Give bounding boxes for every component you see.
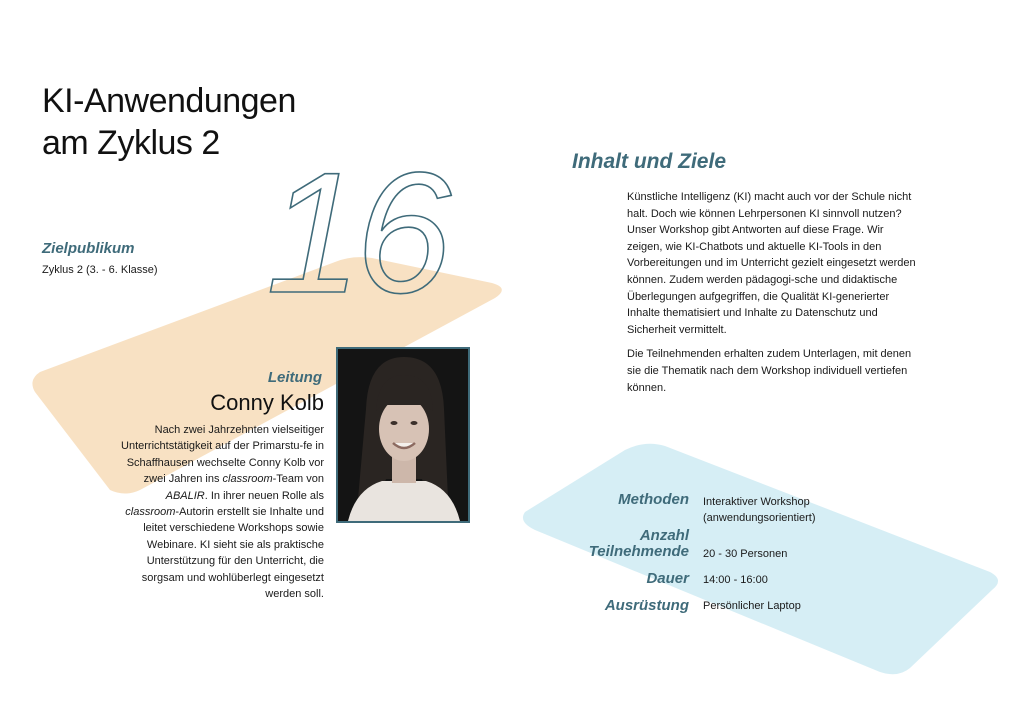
bio-part-2: -Team von <box>272 473 324 486</box>
anzahl-label-line-1: Anzahl <box>639 527 689 544</box>
zielpublikum-heading: Zielpublikum <box>42 240 135 257</box>
zielpublikum-text: Zyklus 2 (3. - 6. Klasse) <box>42 264 158 276</box>
methoden-value <box>703 494 816 526</box>
title-line-1: KI-Anwendungen <box>42 82 296 120</box>
ausruestung-label: Ausrüstung <box>604 597 689 614</box>
bio-em-3: classroom <box>125 506 176 519</box>
portrait-icon <box>338 349 468 521</box>
leitung-bio <box>120 422 324 602</box>
leitung-heading: Leitung <box>267 369 322 386</box>
dauer-value: 14:00 - 16:00 <box>703 574 768 586</box>
bio-part-3: . In ihrer neuen Rolle als <box>204 489 324 502</box>
anzahl-label-line-2: Teilnehmende <box>588 543 689 560</box>
inhalt-heading: Inhalt und Ziele <box>572 150 727 173</box>
workshop-number-text: 16 <box>266 150 446 300</box>
title-line-2: am Zyklus 2 <box>42 124 220 162</box>
inhalt-paragraph-1: Künstliche Intelligenz (KI) macht auch vor der Schule nicht halt. Doch wie können Lehrpersonen KI sinnvoll nutzen? Unser Workshop gibt Antworten auf diese Frage. Wir zeigen, wie KI-Chatbots und aktuelle KI-Tools in den Vorbereitungen und im Unterricht gezielt eingesetzt werden können. Zudem werden pädagogi-sche und didaktische Überlegungen aufgegriffen, die Qualität KI-generierter Inhalte thematisiert und Inhalte zu Datenschutz und Sicherheit vermittelt. <box>627 191 916 336</box>
anzahl-label <box>589 528 689 560</box>
methoden-value-line-1: Interaktiver Workshop <box>703 496 810 508</box>
bio-em-2: ABALIR <box>165 489 205 502</box>
bio-em-1: classroom <box>222 473 273 486</box>
bio-part-4: -Autorin erstellt sie Inhalte und leitet verschiedene Workshops sowie Webinare. KI sieht sie als praktische Unterstützung für den Unterricht, die sorgsam und wohlüberlegt eingesetzt werden soll. <box>141 506 324 601</box>
inhalt-body <box>627 189 917 404</box>
page-title <box>42 80 296 164</box>
bio-part-1: Nach zwei Jahrzehnten vielseitiger Unterrichtstätigkeit auf der Primarstu-fe in Schaffhausen wechselte Conny Kolb vor zwei Jahren ins <box>121 424 324 486</box>
workshop-number <box>262 150 482 300</box>
anzahl-value: 20 - 30 Personen <box>703 548 788 560</box>
inhalt-paragraph-2: Die Teilnehmenden erhalten zudem Unterlagen, mit denen sie die Thematik nach dem Workshop individuell vertiefen können. <box>627 348 912 394</box>
methoden-label: Methoden <box>618 491 689 508</box>
portrait-photo <box>336 347 470 523</box>
methoden-value-line-2: (anwendungsorientiert) <box>703 512 816 524</box>
leitung-name: Conny Kolb <box>210 390 324 415</box>
ausruestung-value: Persönlicher Laptop <box>703 600 801 612</box>
dauer-label: Dauer <box>646 570 689 587</box>
